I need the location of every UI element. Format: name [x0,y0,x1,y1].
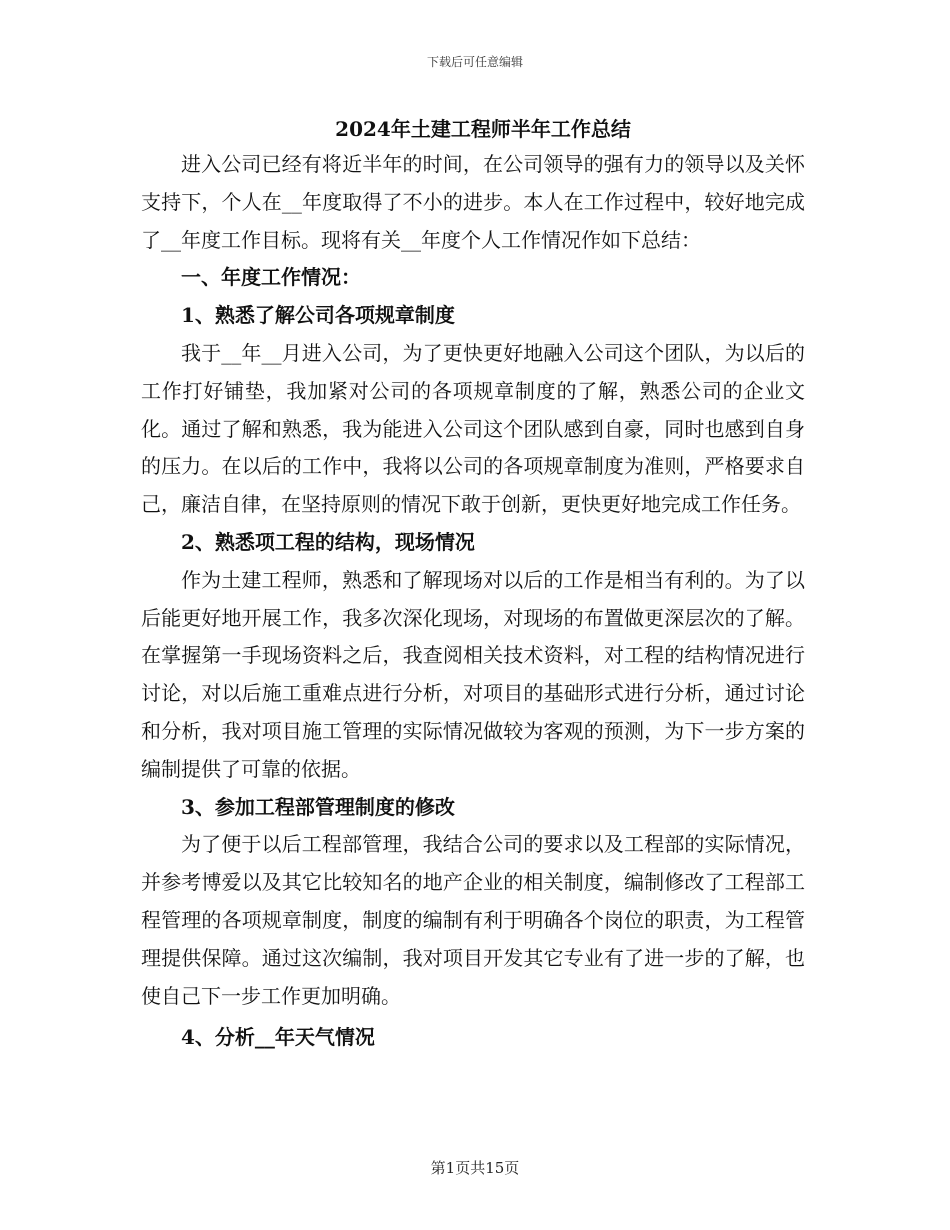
document-body [141,112,805,1057]
item-heading-1: 1、熟悉了解公司各项规章制度 [181,303,455,328]
section-heading-1: 一、年度工作情况： [181,265,361,290]
item-paragraph-2: 作为土建工程师，熟悉和了解现场对以后的工作是相当有利的。为了以后能更好地开展工作，我多次深化现场，对现场的布置做更深层次的了解。在掌握第一手现场资料之后，我查阅相关技术资料，对工程的结构情况进行讨论，对以后施工重难点进行分析，对项目的基础形式进行分析，通过讨论和分析，我对项目施工管理的实际情况做较为客观的预测，为下一步方案的编制提供了可靠的依据。 [141,567,805,781]
item-heading-3: 3、参加工程部管理制度的修改 [181,794,455,819]
document-title: 2024年土建工程师半年工作总结 [335,117,631,141]
intro-paragraph: 进入公司已经有将近半年的时间，在公司领导的强有力的领导以及关怀支持下，个人在__年度取得了不小的进步。本人在工作过程中，较好地完成了__年度工作目标。现将有关__年度个人工作情况作如下总结： [141,152,805,252]
item-heading-4: 4、分析__年天气情况 [181,1025,375,1050]
item-paragraph-3: 为了便于以后工程部管理，我结合公司的要求以及工程部的实际情况，并参考博爱以及其它比较知名的地产企业的相关制度，编制修改了工程部工程管理的各项规章制度，制度的编制有利于明确各个岗位的职责，为工程管理提供保障。通过这次编制，我对项目开发其它专业有了进一步的了解，也使自己下一步工作更加明确。 [141,832,805,1008]
page-header: 下载后可任意编辑 [426,55,523,69]
page-footer: 第1页共15页 [430,1159,520,1177]
item-heading-2: 2、熟悉项工程的结构，现场情况 [181,529,475,554]
item-paragraph-1: 我于__年__月进入公司，为了更快更好地融入公司这个团队，为以后的工作打好铺垫，我加紧对公司的各项规章制度的了解，熟悉公司的企业文化。通过了解和熟悉，我为能进入公司这个团队感到自豪，同时也感到自身的压力。在以后的工作中，我将以公司的各项规章制度为准则，严格要求自己，廉洁自律，在坚持原则的情况下敢于创新，更快更好地完成工作任务。 [141,340,805,517]
